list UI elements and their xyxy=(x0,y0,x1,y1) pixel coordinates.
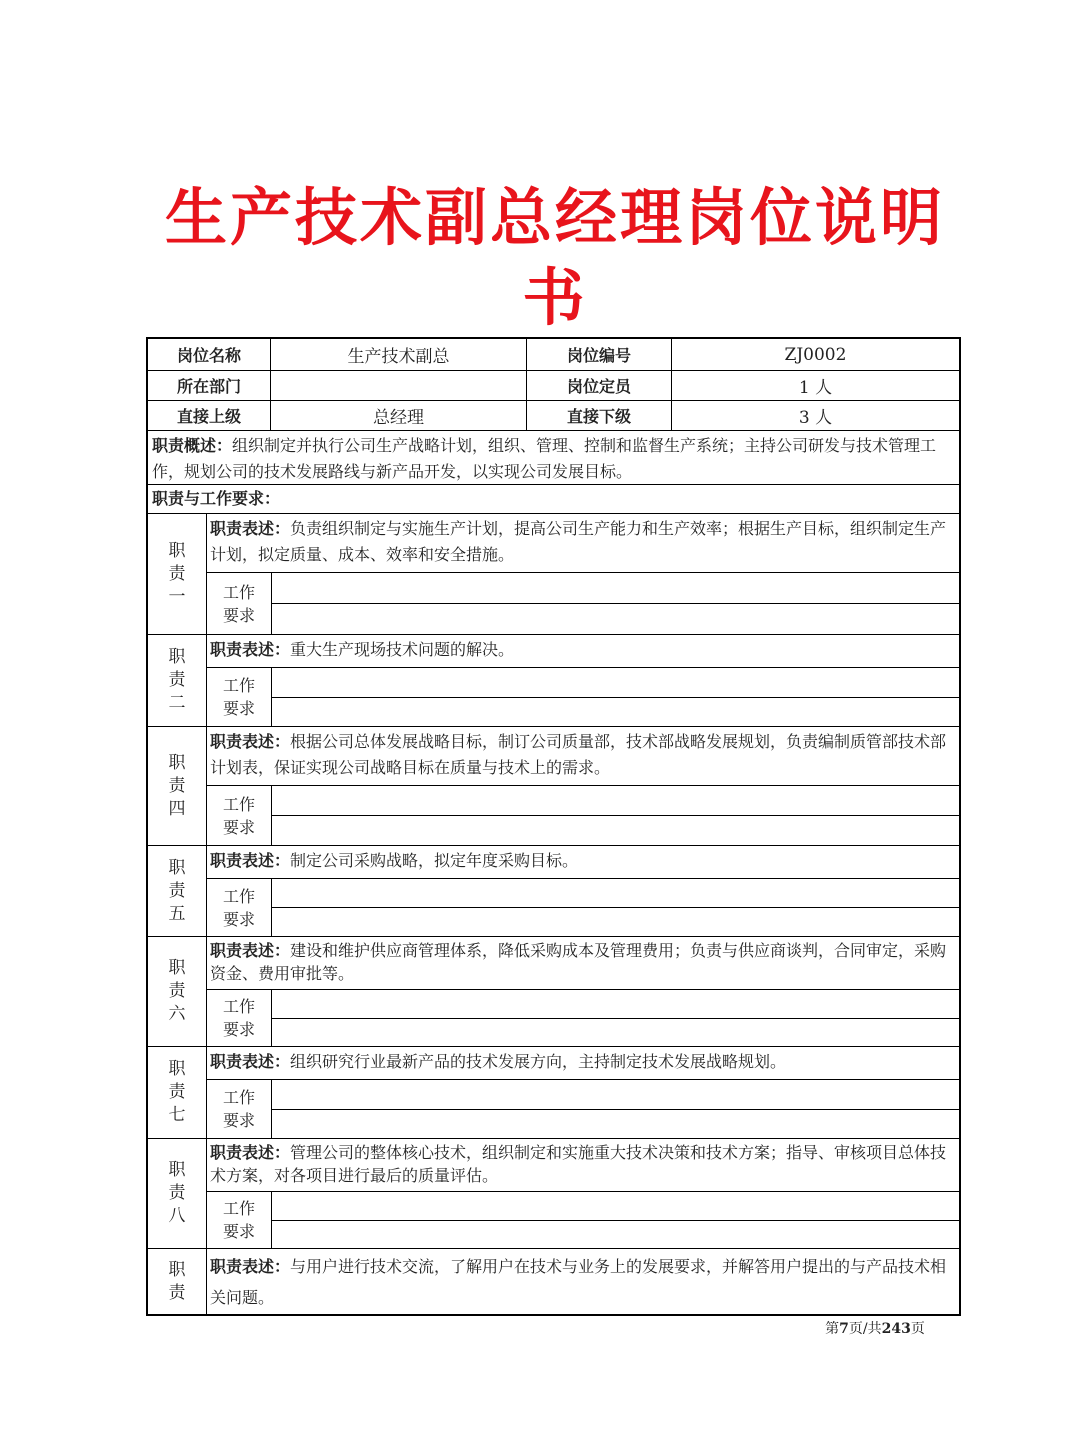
work-requirement xyxy=(207,1191,959,1248)
document-title: 生产技术副总经理岗位说明书 xyxy=(164,181,945,334)
duty-body xyxy=(206,846,959,936)
duty-desc-text: 根据公司总体发展战略目标，制订公司质量部，技术部战略发展规划，负责编制质管部技术部计划表，保证实现公司战略目标在质量与技术上的需求。 xyxy=(210,732,947,777)
superior-value: 总经理 xyxy=(270,401,526,430)
summary-row xyxy=(148,430,959,484)
duty-label xyxy=(148,514,206,634)
work-requirement xyxy=(207,878,959,936)
duty-block xyxy=(148,513,959,634)
duty-description xyxy=(207,1047,959,1079)
work-requirement xyxy=(207,989,959,1046)
requirement-line xyxy=(272,668,959,697)
duty-label xyxy=(148,1047,206,1138)
work-requirement xyxy=(207,667,959,726)
requirement-line xyxy=(272,573,959,603)
duty-char: 责 xyxy=(168,563,186,584)
duty-desc-text: 组织研究行业最新产品的技术发展方向，主持制定技术发展战略规划。 xyxy=(290,1052,787,1071)
requirement-label xyxy=(207,1080,271,1138)
duty-char: 职 xyxy=(168,1160,186,1180)
requirement-lines xyxy=(271,990,959,1046)
duty-description xyxy=(207,846,959,878)
requirement-lines xyxy=(271,879,959,936)
duty-desc-label: 职责表述： xyxy=(210,1257,291,1276)
requirement-line xyxy=(272,1018,959,1047)
duty-block xyxy=(148,845,959,936)
duty-label xyxy=(148,1249,206,1314)
duty-block xyxy=(148,1046,959,1138)
requirement-label xyxy=(207,879,271,936)
page-total: 243 xyxy=(881,1321,911,1337)
requirement-line xyxy=(272,1192,959,1220)
req-label-line: 工作 xyxy=(222,997,255,1016)
duty-desc-text: 建设和维护供应商管理体系，降低采购成本及管理费用；负责与供应商谈判，合同审定，采购资金、费用审批等。 xyxy=(210,941,947,983)
dept-label: 所在部门 xyxy=(176,377,241,396)
requirement-line xyxy=(272,603,959,634)
req-label-line: 要求 xyxy=(222,699,255,718)
requirement-lines xyxy=(271,1080,959,1138)
duty-block xyxy=(148,726,959,845)
requirement-label xyxy=(207,1192,271,1248)
req-label-line: 要求 xyxy=(222,909,255,929)
summary-paragraph xyxy=(148,431,959,484)
duty-desc-text: 负责组织制定与实施生产计划，提高公司生产能力和生产效率；根据生产目标，组织制定生产计划，拟定质量、成本、效率和安全措施。 xyxy=(210,519,947,564)
requirement-lines xyxy=(271,573,959,634)
post-name-label: 岗位名称 xyxy=(176,346,241,365)
duty-char: 职 xyxy=(168,958,186,978)
duty-char: 责 xyxy=(168,1183,186,1203)
requirement-line xyxy=(272,697,959,727)
duty-number: 八 xyxy=(168,1206,186,1226)
duty-char: 责 xyxy=(168,880,186,901)
duty-body xyxy=(206,1249,959,1314)
work-requirement xyxy=(207,572,959,634)
duty-char: 责 xyxy=(168,670,186,690)
info-row-3 xyxy=(148,400,959,430)
duty-char: 职 xyxy=(168,857,186,878)
requirement-line xyxy=(272,786,959,815)
requirement-lines xyxy=(271,668,959,726)
duty-desc-text: 管理公司的整体核心技术，组织制定和实施重大技术决策和技术方案；指导、审核项目总体技术方案，对各项目进行最后的质量评估。 xyxy=(210,1143,947,1185)
requirement-line xyxy=(272,1109,959,1139)
duty-desc-text: 制定公司采购战略，拟定年度采购目标。 xyxy=(290,851,579,870)
duty-desc-label: 职责表述： xyxy=(210,851,291,870)
duty-desc-text: 重大生产现场技术问题的解决。 xyxy=(290,640,515,659)
requirement-label xyxy=(207,573,271,634)
requirement-line xyxy=(272,1080,959,1109)
quota-value: 1 人 xyxy=(671,371,959,400)
duty-block xyxy=(148,1248,959,1314)
requirement-line xyxy=(272,815,959,845)
duty-number: 一 xyxy=(168,586,186,607)
req-label-line: 要求 xyxy=(222,817,255,837)
requirement-label xyxy=(207,786,271,845)
requirement-lines xyxy=(271,1192,959,1248)
info-row-1 xyxy=(148,339,959,370)
duty-char: 责 xyxy=(168,775,186,796)
duty-label xyxy=(148,937,206,1046)
duty-number: 五 xyxy=(168,903,186,924)
requirement-label xyxy=(207,990,271,1046)
footer-suffix: 页 xyxy=(910,1321,925,1337)
duty-body xyxy=(206,1139,959,1248)
section-label: 职责与工作要求： xyxy=(152,489,281,508)
duty-description xyxy=(207,1139,959,1191)
duty-block xyxy=(148,1138,959,1248)
post-no-label: 岗位编号 xyxy=(526,339,671,370)
duty-number: 四 xyxy=(168,798,186,819)
requirement-line xyxy=(272,1220,959,1249)
req-label-line: 要求 xyxy=(222,1111,255,1130)
footer-prefix: 第 xyxy=(825,1321,840,1337)
duty-description xyxy=(207,514,959,572)
work-requirement xyxy=(207,785,959,845)
duty-description xyxy=(207,1249,959,1315)
requirement-label xyxy=(207,668,271,726)
duty-body xyxy=(206,514,959,634)
duty-description xyxy=(207,635,959,667)
duty-label xyxy=(148,727,206,845)
duty-number: 七 xyxy=(168,1105,186,1125)
duty-char: 责 xyxy=(168,981,186,1001)
duty-body xyxy=(206,937,959,1046)
requirement-lines xyxy=(271,786,959,845)
superior-label: 直接上级 xyxy=(176,407,241,426)
requirement-line xyxy=(272,879,959,907)
page-number: 7 xyxy=(839,1321,849,1337)
duty-desc-text: 与用户进行技术交流，了解用户在技术与业务上的发展要求，并解答用户提出的与产品技术相关问题。 xyxy=(210,1257,947,1307)
duty-block xyxy=(148,634,959,726)
requirement-line xyxy=(272,907,959,936)
req-label-line: 工作 xyxy=(222,1088,255,1107)
duty-body xyxy=(206,1047,959,1138)
duty-char: 职 xyxy=(168,647,186,667)
duty-label xyxy=(148,635,206,726)
page-footer xyxy=(790,1318,960,1338)
req-label-line: 工作 xyxy=(222,582,255,602)
section-header-row xyxy=(148,484,959,513)
duty-description xyxy=(207,937,959,989)
duty-number: 六 xyxy=(168,1004,186,1024)
summary-label: 职责概述： xyxy=(152,436,233,455)
job-description-table xyxy=(146,337,961,1316)
dept-value xyxy=(270,371,526,400)
duty-desc-label: 职责表述： xyxy=(210,519,291,538)
req-label-line: 工作 xyxy=(222,1199,255,1218)
duty-char: 责 xyxy=(168,1282,186,1303)
duty-char: 职 xyxy=(168,1259,186,1280)
duty-desc-label: 职责表述： xyxy=(210,1143,291,1162)
footer-mid: 页/共 xyxy=(848,1321,882,1337)
quota-label: 岗位定员 xyxy=(526,371,671,400)
duty-char: 职 xyxy=(168,540,186,561)
info-row-2 xyxy=(148,370,959,400)
subordinate-value: 3 人 xyxy=(671,401,959,430)
duty-char: 职 xyxy=(168,1059,186,1079)
duty-label xyxy=(148,1139,206,1248)
duty-body xyxy=(206,635,959,726)
duty-desc-label: 职责表述： xyxy=(210,732,291,751)
req-label-line: 要求 xyxy=(222,1222,255,1241)
req-label-line: 工作 xyxy=(222,676,255,695)
req-label-line: 要求 xyxy=(222,605,255,625)
req-label-line: 工作 xyxy=(222,794,255,814)
duty-body xyxy=(206,727,959,845)
req-label-line: 工作 xyxy=(222,886,255,906)
duty-number: 二 xyxy=(168,693,186,713)
requirement-line xyxy=(272,990,959,1018)
duty-block xyxy=(148,936,959,1046)
subordinate-label: 直接下级 xyxy=(526,401,671,430)
summary-text: 组织制定并执行公司生产战略计划，组织、管理、控制和监督生产系统；主持公司研发与技术管理工作，规划公司的技术发展路线与新产品开发，以实现公司发展目标。 xyxy=(152,436,937,481)
duty-desc-label: 职责表述： xyxy=(210,640,291,659)
duty-desc-label: 职责表述： xyxy=(210,941,291,960)
duty-char: 责 xyxy=(168,1082,186,1102)
duty-description xyxy=(207,727,959,785)
post-name-value: 生产技术副总 xyxy=(270,339,526,370)
duty-label xyxy=(148,846,206,936)
work-requirement xyxy=(207,1079,959,1138)
req-label-line: 要求 xyxy=(222,1020,255,1039)
post-no-value: ZJ0002 xyxy=(671,339,959,370)
duty-desc-label: 职责表述： xyxy=(210,1052,291,1071)
duty-char: 职 xyxy=(168,752,186,773)
